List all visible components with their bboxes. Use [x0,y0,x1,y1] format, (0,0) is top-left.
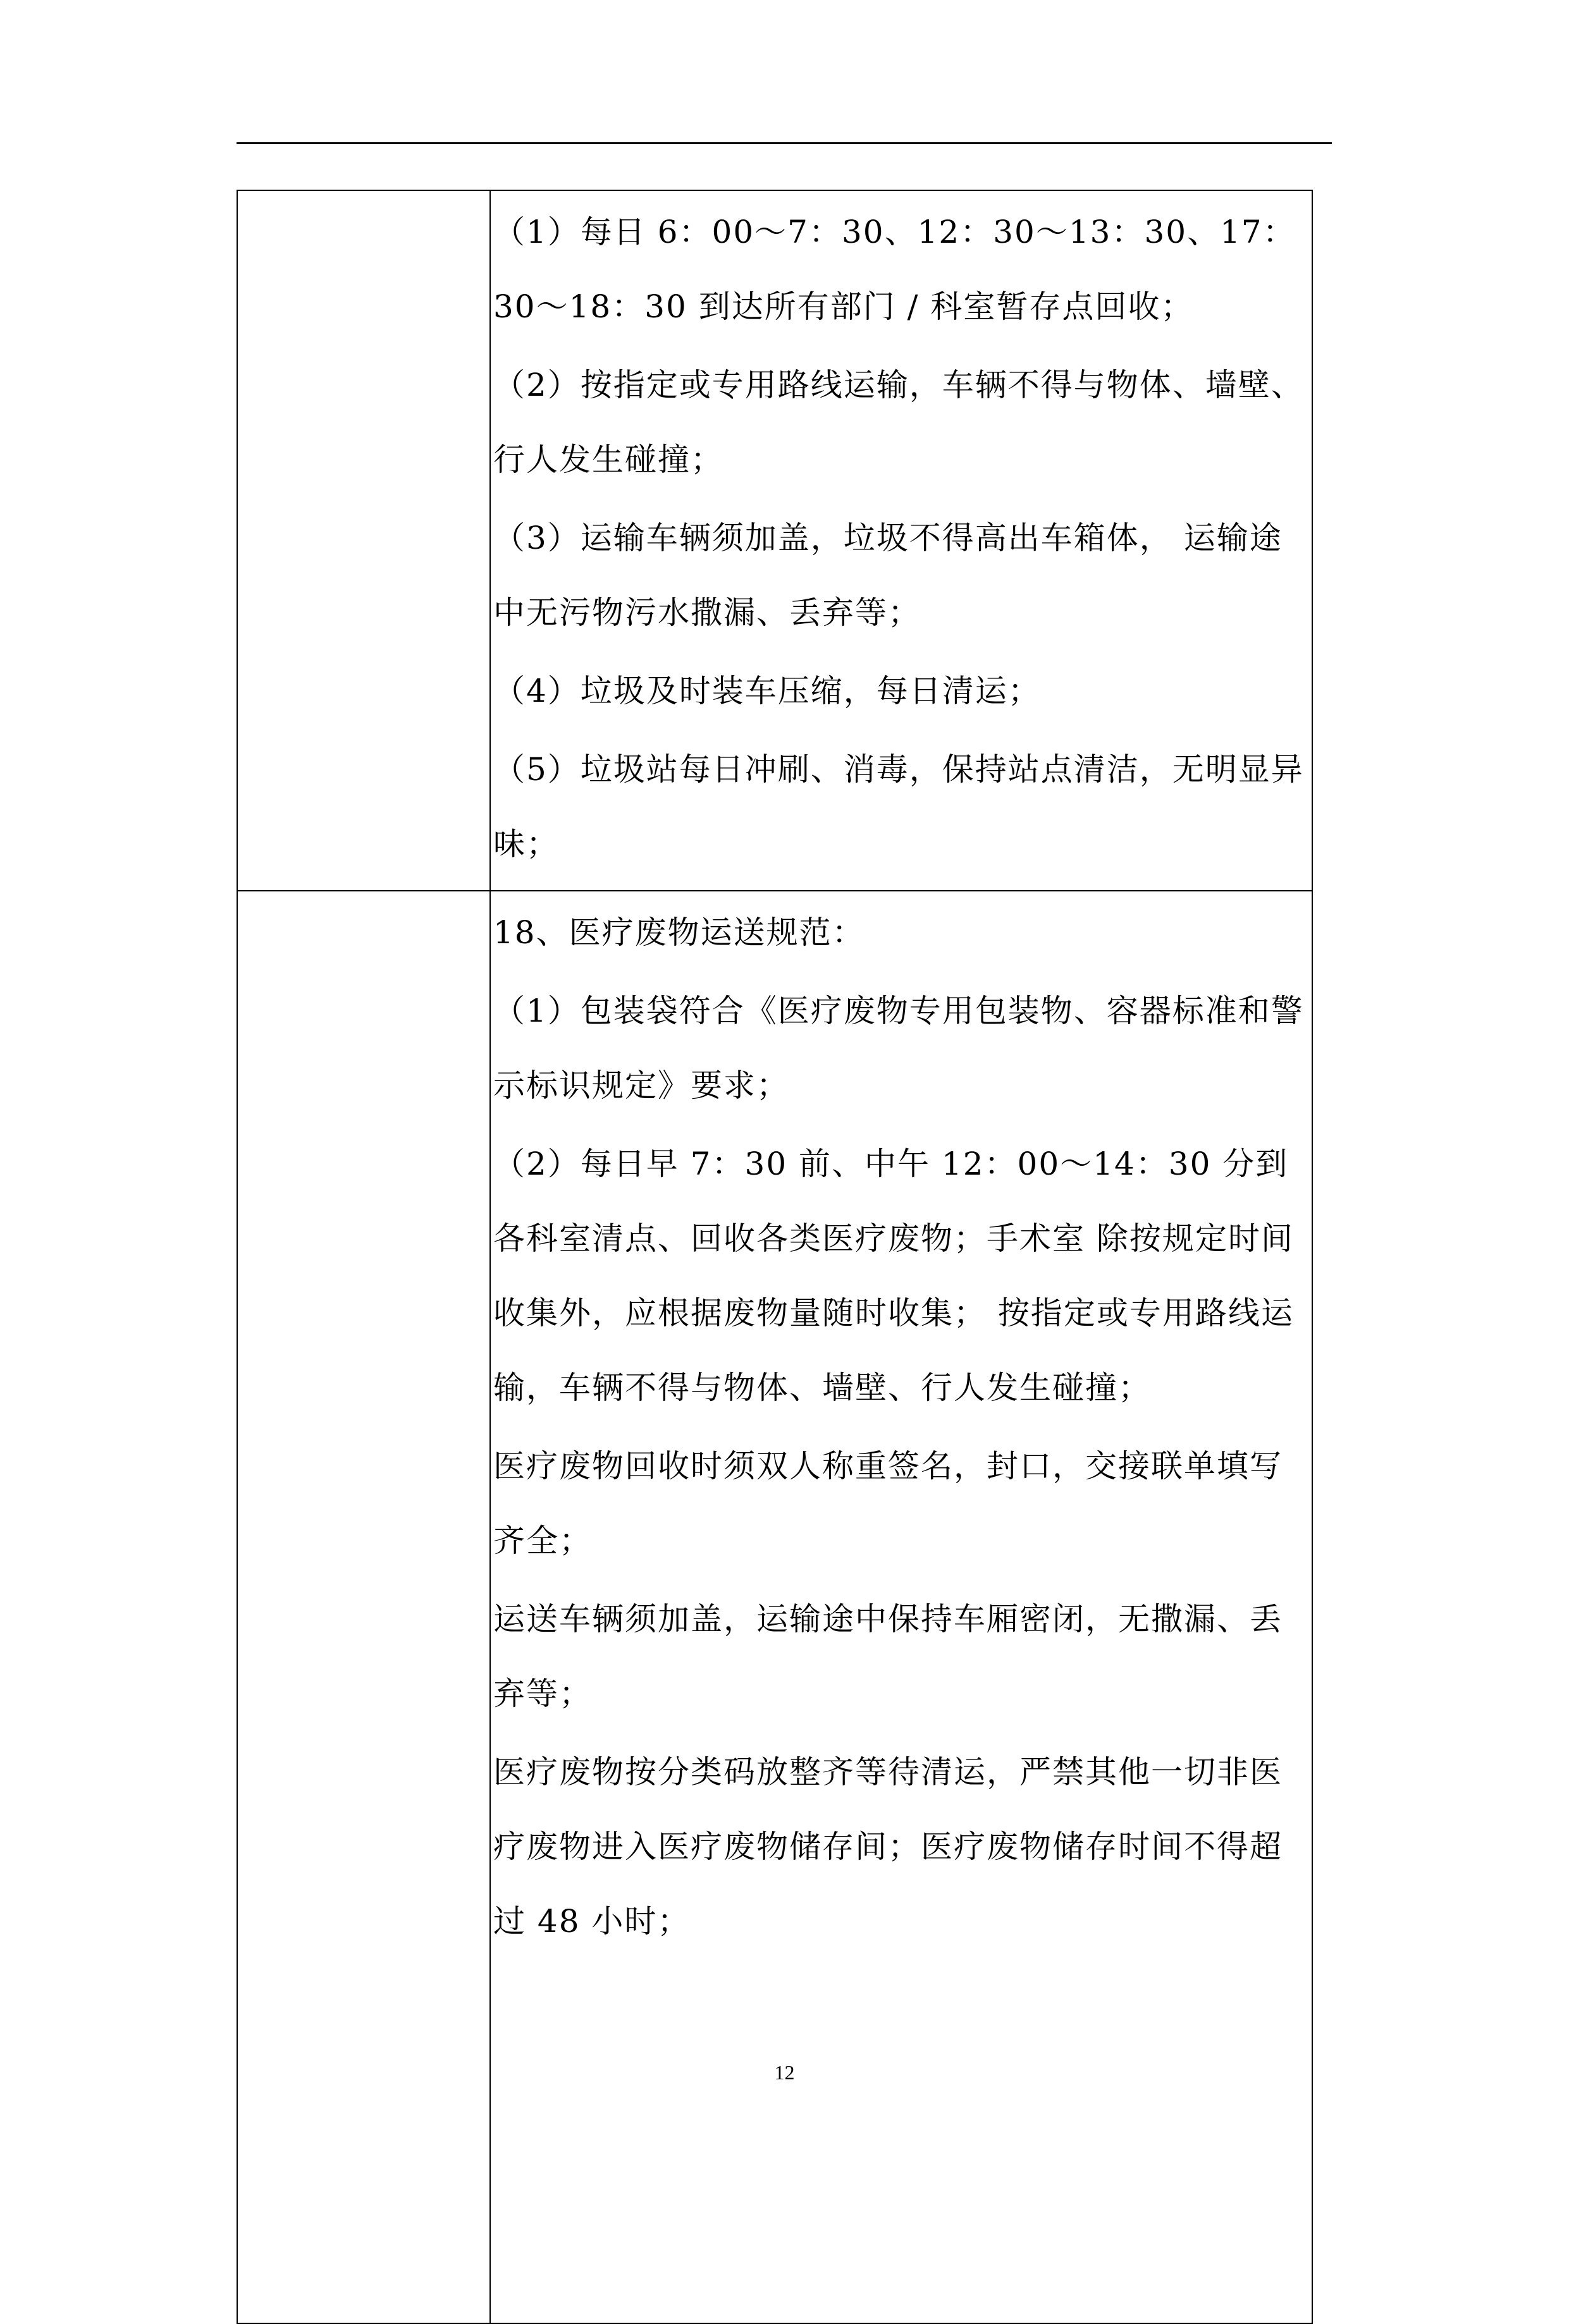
table-cell-content [490,190,1312,891]
paragraph: （1）每日 6：00～7：30、12：30～13：30、17：30～18：30 到达所有部门 / 科室暂存点回收； [493,214,1296,325]
table-cell-category [237,891,490,2323]
paragraph: （3）运输车辆须加盖，垃圾不得高出车箱体， 运输途中无污物污水撒漏、丢弃等； [493,520,1283,631]
paragraph: 医疗废物回收时须双人称重签名，封口，交接联单填写齐全； [493,1448,1283,1559]
paragraph: （1）包装袋符合《医疗废物专用包装物、容器标准和警示标识规定》要求； [493,993,1304,1104]
paragraph: （5）垃圾站每日冲刷、消毒，保持站点清洁，无明显异味； [493,751,1304,862]
page-number: 12 [774,2061,795,2084]
section-heading: 18、医疗废物运送规范： [493,914,865,951]
paragraph: 运送车辆须加盖，运输途中保持车厢密闭，无撒漏、丢弃等； [493,1601,1283,1712]
table-cell-category [237,190,490,891]
content-table [237,190,1313,2324]
paragraph: （2）按指定或专用路线运输，车辆不得与物体、墙壁、行人发生碰撞； [493,367,1304,478]
paragraph: 医疗废物按分类码放整齐等待清运，严禁其他一切非医疗废物进入医疗废物储存间；医疗废物储存时间不得超过 48 小时； [493,1754,1283,1940]
table-row [237,190,1312,891]
header-rule [237,142,1332,144]
table-row [237,891,1312,2323]
table-cell-content [490,891,1312,2323]
paragraph: （2）每日早 7：30 前、中午 12：00～14：30 分到各科室清点、回收各类医疗废物；手术室 除按规定时间收集外，应根据废物量随时收集； 按指定或专用路线运输，车辆不得与物体、墙壁、行人发生碰撞； [493,1146,1294,1406]
paragraph: （4）垃圾及时装车压缩，每日清运； [493,673,1041,709]
